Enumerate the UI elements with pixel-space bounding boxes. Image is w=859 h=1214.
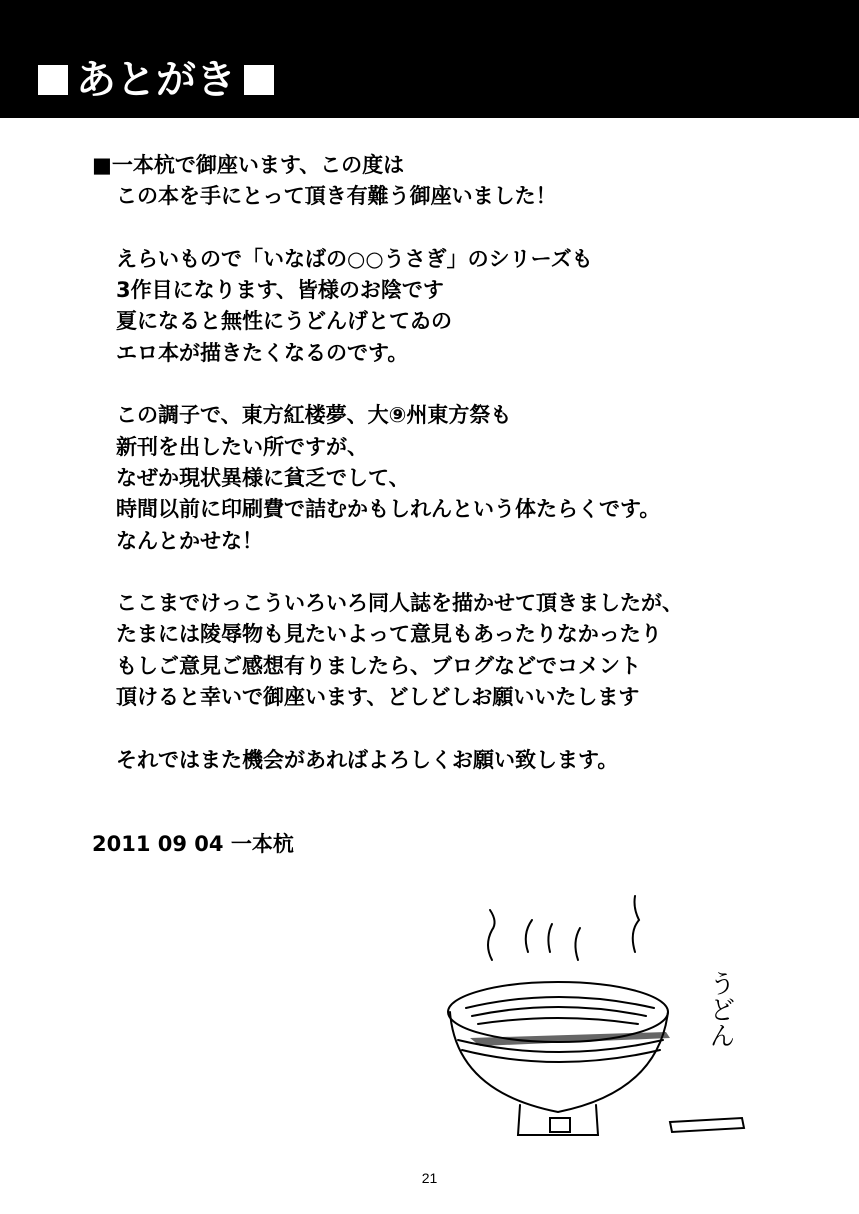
lead-text: 一本杭で御座います、この度は bbox=[111, 153, 405, 177]
afterword-body bbox=[92, 150, 832, 776]
blank-line bbox=[92, 713, 832, 744]
udon-bowl-drawing bbox=[430, 890, 770, 1150]
text-line: 夏になると無性にうどんげとてゐの bbox=[116, 309, 452, 334]
lead-line bbox=[92, 150, 832, 181]
text-line: なぜか現状異様に貧乏でして、 bbox=[116, 465, 410, 490]
header-bar bbox=[0, 0, 859, 118]
doodle-caption: うどん bbox=[705, 970, 735, 1048]
header-title bbox=[38, 55, 274, 105]
steam-line bbox=[548, 924, 552, 952]
square-bullet-icon bbox=[244, 65, 274, 95]
text-line: ここまでけっこういろいろ同人誌を描かせて頂きましたが、 bbox=[116, 591, 683, 616]
square-bullet-glyph: ■ bbox=[92, 153, 112, 177]
text-line: もしご意見ご感想有りましたら、ブログなどでコメント bbox=[116, 653, 641, 678]
square-bullet-icon bbox=[38, 65, 68, 95]
text-line: 新刊を出したい所ですが、 bbox=[116, 434, 368, 459]
text-line: この本を手にとって頂き有難う御座いました！ bbox=[116, 184, 557, 209]
text-line: えらいもので「いなばの○○うさぎ」のシリーズも bbox=[116, 246, 593, 271]
text-line: 時間以前に印刷費で詰むかもしれんという体たらくです。 bbox=[116, 497, 661, 522]
chopsticks bbox=[670, 1118, 744, 1132]
page-number: 21 bbox=[421, 1170, 438, 1186]
page-title: あとがき bbox=[76, 57, 236, 103]
text-line: この調子で、東方紅楼夢、大⑨州東方祭も bbox=[116, 403, 512, 428]
steam-line bbox=[633, 896, 639, 952]
text-line: 頂けると幸いで御座います、どしどしお願いいたします bbox=[116, 685, 640, 710]
text-line: なんとかせな！ bbox=[116, 528, 263, 553]
noodle-lines bbox=[466, 997, 654, 1024]
signature: 2011 09 04 一本杭 bbox=[92, 832, 294, 856]
steam-line bbox=[575, 928, 580, 960]
text-line: エロ本が描きたくなるのです。 bbox=[116, 340, 409, 365]
text-line: それではまた機会があればよろしくお願い致します。 bbox=[116, 747, 619, 772]
text-line: たまには陵辱物も見たいよって意見もあったりなかったり bbox=[116, 622, 662, 647]
blank-line bbox=[92, 369, 832, 400]
bowl-foot-mark bbox=[550, 1118, 570, 1132]
steam-line bbox=[526, 920, 532, 952]
blank-line bbox=[92, 557, 832, 588]
text-line: 3作目になります、皆様のお陰です bbox=[116, 278, 444, 303]
bowl-foot bbox=[518, 1105, 598, 1135]
blank-line bbox=[92, 213, 832, 244]
steam-line bbox=[488, 910, 495, 960]
